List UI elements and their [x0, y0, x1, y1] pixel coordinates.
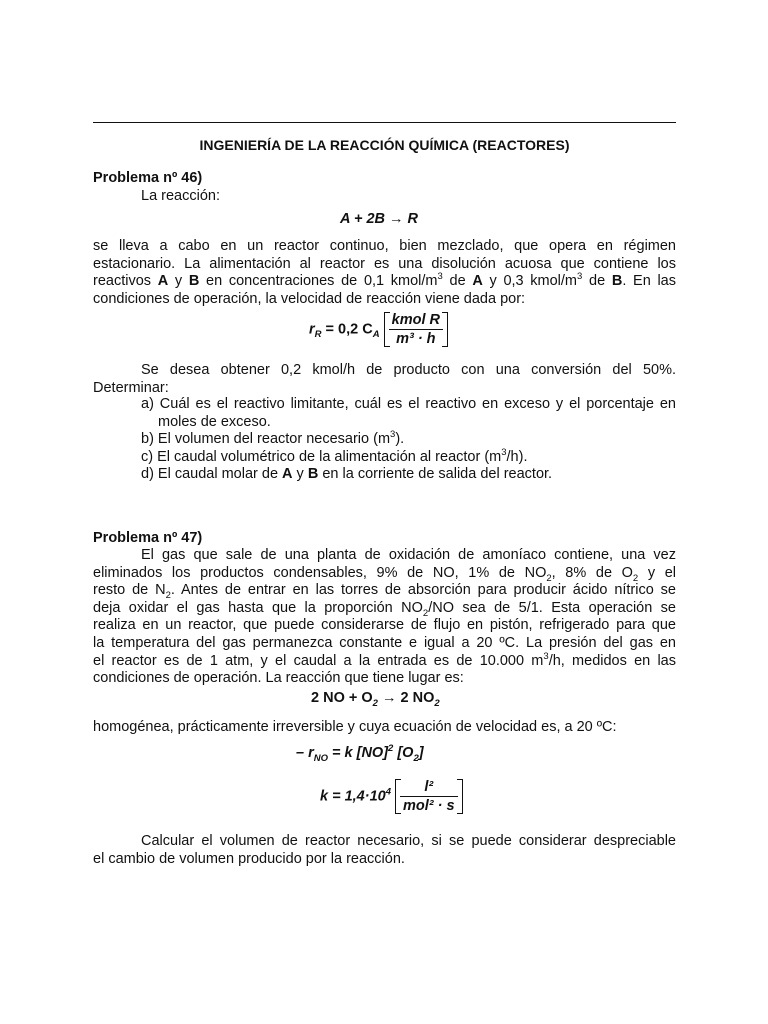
rate-equation-47: – $r_{NO} = k$ [NO]$^2$ $[O_2]$	[296, 743, 424, 764]
k-equation: $k = 1,4\cdot 10^4$ $\frac{\text{l²}}{\text{mol² · s}}$	[320, 779, 463, 814]
reaction-46: A + 2B → R	[340, 211, 419, 227]
problem-47-closing: Calcular el volumen de reactor necesario, si se puede considerar despreciable el cambio de volumen producido por la reacción.	[93, 833, 676, 867]
reaction-47: 2 NO + $O_2 \to 2$ $NO_2$	[311, 690, 440, 709]
problem-46-heading: Problema nº 46)	[93, 170, 203, 186]
problem-46-paragraph-2: Se desea obtener 0,2 kmol/h de producto con una conversión del 50%. Determinar:	[93, 362, 676, 396]
problem-47-paragraph: El gas que sale de una planta de oxidación de amoníaco contiene, una vez eliminados los productos condensables, 9% de NO, 1% de $NO_2$, 8% de $O_2$ y el resto de $N_2$. Antes de entrar en las torres de absorción para producir ácido nítrico se deja oxidar el gas hasta que la proporción $NO_2/NO$ sea de 5/1. Esta operación se realiza en un reactor, que puede considerarse de flujo en pistón, refrigerado para que la temperatura del gas permanezca constante e igual a 20 ºC. La presión del gas en el reactor es de 1 atm, y el caudal a la entrada es de 10.000 $m^3/h$, medidos en las condiciones de operación. La reacción que tiene lugar es:	[93, 547, 677, 687]
problem-46-intro: La reacción:	[141, 188, 220, 204]
top-rule	[93, 122, 676, 123]
problem-46-paragraph: se lleva a cabo en un reactor continuo, bien mezclado, que opera en régimen estacionario. La alimentación al reactor es una disolución acuosa que contiene los reactivos A y B en concentraciones de 0,1 kmol/$m^3$ de A y 0,3 kmol/$m^3$ de B. En las condiciones de operación, la velocidad de reacción viene dada por:	[93, 238, 676, 307]
problem-47-line-9: homogénea, prácticamente irreversible y cuya ecuación de velocidad es, a 20 ºC:	[93, 719, 617, 735]
problem-47-heading: Problema nº 47)	[93, 530, 203, 546]
page-title: INGENIERÍA DE LA REACCIÓN QUÍMICA (REACTORES)	[199, 137, 570, 153]
problem-46-questions: a) Cuál es el reactivo limitante, cuál es el reactivo en exceso y el porcentaje en moles de exceso. b) El volumen del reactor necesario $(m^3)$. c) El caudal volumétrico de la alimentación al reactor $(m^3/h)$. d) El caudal molar de A y B en la corriente de salida del reactor.	[141, 396, 676, 483]
rate-equation-46: $r_R = 0,2$ $C_A$ $\frac{\text{kmol R}}{\text{m³ · h}}$	[309, 312, 448, 347]
k-units-bracket: $\frac{\text{l²}}{\text{mol² · s}}$	[395, 779, 463, 814]
units-bracket: $\frac{\text{kmol R}}{\text{m³ · h}}$	[384, 312, 448, 347]
